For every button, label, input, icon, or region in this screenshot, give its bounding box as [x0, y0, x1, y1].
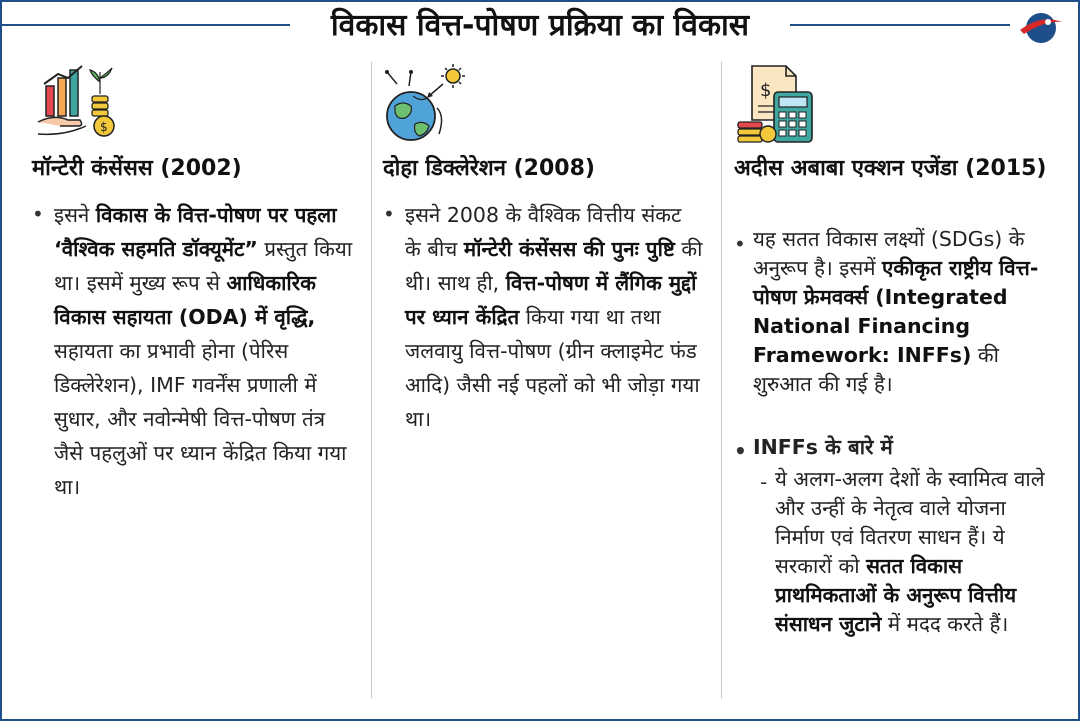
title-rule-right: [790, 24, 1010, 26]
title-bar: [0, 0, 1080, 52]
column-paragraph: [54, 198, 354, 504]
bullet-dot: •: [383, 202, 395, 226]
bold-text-run: विकास के वित्त-पोषण पर पहला ‘वैश्विक सहमति डॉक्यूमेंट”: [54, 203, 337, 261]
text-run: की शुरुआत की गई है।: [753, 343, 999, 396]
column-divider-2: [721, 62, 722, 698]
text-run: में मदद करते हैं।: [881, 612, 1009, 636]
column-divider-1: [371, 62, 372, 698]
bold-text-run: आधिकारिक विकास सहायता (ODA) में वृद्धि,: [54, 271, 316, 329]
text-run: प्रस्तुत किया था। इसमें मुख्य रूप से: [54, 237, 353, 295]
svg-text:$: $: [760, 80, 772, 101]
globe-sun-icon: [383, 62, 467, 146]
text-run: किया गया था तथा जलवायु वित्त-पोषण (ग्रीन क्लाइमेट फंड आदि) जैसी नई पहलों को भी जोड़ा गया था।: [405, 305, 700, 431]
brand-logo-icon: [1016, 6, 1066, 46]
dash-marker: -: [760, 470, 768, 494]
page-title: विकास वित्त-पोषण प्रक्रिया का विकास: [330, 8, 750, 43]
calculator-coins-document-icon: [734, 62, 818, 146]
growth-chart-money-hand-icon: [34, 62, 118, 146]
column-title: अदीस अबाबा एक्शन एजेंडा (2015): [734, 156, 1047, 181]
sub-paragraph: [775, 465, 1051, 639]
text-run: की थी। साथ ही,: [405, 237, 703, 295]
text-run: इसने 2008 के वैश्विक वित्तीय संकट के बीच: [405, 203, 682, 261]
sub-heading: INFFs के बारे में: [753, 435, 893, 459]
bold-text-run: एकीकृत राष्ट्रीय वित्त-पोषण फ्रेमवर्क्स (Integrated National Financing Framework: INFFs): [753, 256, 1039, 367]
column-paragraph: [753, 225, 1049, 399]
text-run: सहायता का प्रभावी होना (पेरिस डिक्लेरेशन), IMF गवर्नेंस प्रणाली में सुधार, और नवोन्मेषी वित्त-पोषण तंत्र जैसे पहलुओं पर ध्यान केंद्रित किया गया था।: [54, 339, 347, 499]
column-title: दोहा डिक्लेरेशन (2008): [383, 156, 595, 181]
bold-text-run: वित्त-पोषण में लैंगिक मुद्दों पर ध्यान केंद्रित: [405, 271, 697, 329]
text-run: इसने: [54, 203, 96, 227]
column-title: मॉन्टेरी कंसेंसस (2002): [32, 156, 242, 181]
bold-text-run: मॉन्टेरी कंसेंसस की पुनः पुष्टि: [463, 237, 675, 261]
bullet-dot: •: [734, 232, 746, 256]
bullet-dot: •: [734, 439, 747, 463]
bold-text-run: सतत विकास प्राथमिकताओं के अनुरूप वित्तीय संसाधन जुटाने: [775, 554, 1017, 636]
svg-text:$: $: [100, 120, 108, 134]
column-paragraph: [405, 198, 703, 436]
title-rule-left: [0, 24, 290, 26]
bullet-dot: •: [32, 202, 44, 226]
text-run: यह सतत विकास लक्ष्यों (SDGs) के अनुरूप है। इसमें: [753, 227, 1025, 280]
text-run: ये अलग-अलग देशों के स्वामित्व वाले और उन्हीं के नेतृत्व वाले योजना निर्माण एवं वितरण साधन हैं। ये सरकारों को: [775, 467, 1045, 578]
